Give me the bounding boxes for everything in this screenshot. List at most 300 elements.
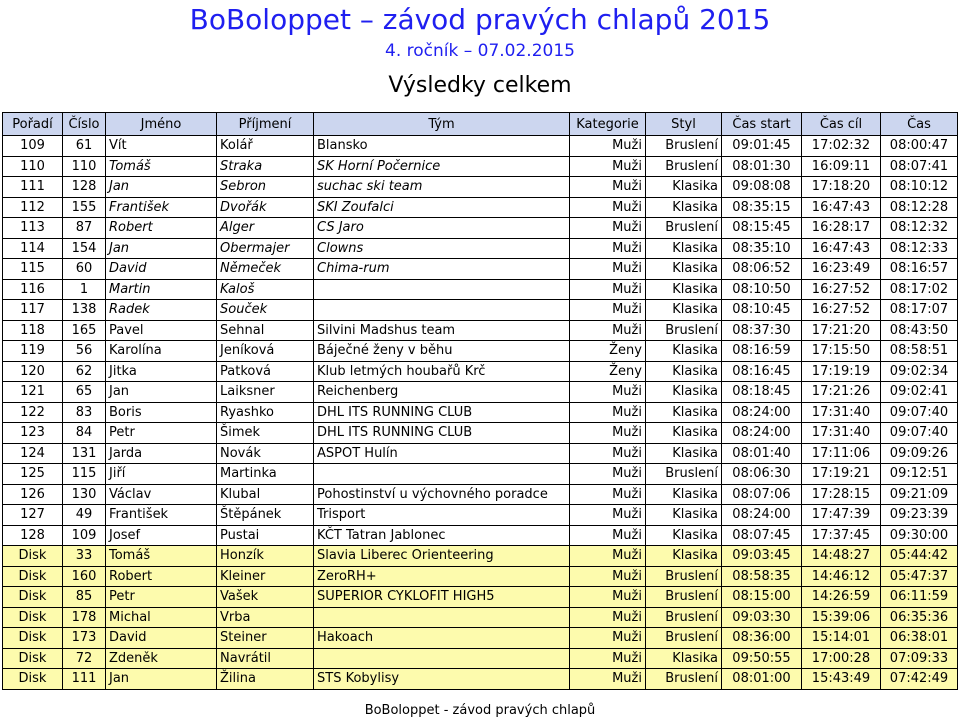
cell-rank: Disk	[3, 628, 63, 649]
cell-rank: 127	[3, 505, 63, 526]
cell-style: Klasika	[646, 177, 722, 198]
cell-total-time: 09:09:26	[881, 443, 958, 464]
cell-style: Bruslení	[646, 156, 722, 177]
cell-total-time: 05:47:37	[881, 566, 958, 587]
cell-total-time: 05:44:42	[881, 546, 958, 567]
cell-first-name: Jan	[106, 382, 217, 403]
cell-first-name: Karolína	[106, 341, 217, 362]
cell-finish-time: 17:31:40	[802, 423, 881, 444]
cell-total-time: 08:12:28	[881, 197, 958, 218]
cell-style: Klasika	[646, 341, 722, 362]
cell-finish-time: 16:23:49	[802, 259, 881, 280]
column-header-start-time: Čas start	[722, 113, 802, 136]
cell-total-time: 09:12:51	[881, 464, 958, 485]
table-row	[3, 279, 958, 300]
cell-category: Muži	[570, 525, 646, 546]
cell-total-time: 09:07:40	[881, 423, 958, 444]
results-body	[3, 136, 958, 690]
cell-first-name: Tomáš	[106, 156, 217, 177]
cell-team: KČT Tatran Jablonec	[314, 525, 570, 546]
column-header-category: Kategorie	[570, 113, 646, 136]
cell-surname: Straka	[217, 156, 314, 177]
cell-surname: Pustai	[217, 525, 314, 546]
cell-style: Bruslení	[646, 464, 722, 485]
cell-rank: 109	[3, 136, 63, 157]
cell-first-name: Jan	[106, 238, 217, 259]
cell-rank: 125	[3, 464, 63, 485]
cell-style: Bruslení	[646, 669, 722, 690]
cell-team: Reichenberg	[314, 382, 570, 403]
cell-first-name: Josef	[106, 525, 217, 546]
cell-category: Muži	[570, 648, 646, 669]
cell-start-time: 08:01:00	[722, 669, 802, 690]
cell-start-time: 08:16:59	[722, 341, 802, 362]
cell-finish-time: 17:21:20	[802, 320, 881, 341]
table-row	[3, 423, 958, 444]
cell-start-time: 08:24:00	[722, 423, 802, 444]
cell-surname: Šimek	[217, 423, 314, 444]
cell-start-time: 08:01:40	[722, 443, 802, 464]
cell-number: 72	[63, 648, 106, 669]
cell-finish-time: 17:11:06	[802, 443, 881, 464]
table-row	[3, 218, 958, 239]
cell-category: Muži	[570, 382, 646, 403]
cell-number: 115	[63, 464, 106, 485]
column-header-number: Číslo	[63, 113, 106, 136]
cell-number: 1	[63, 279, 106, 300]
cell-style: Klasika	[646, 279, 722, 300]
table-row	[3, 464, 958, 485]
cell-start-time: 08:07:45	[722, 525, 802, 546]
cell-team: SK Horní Počernice	[314, 156, 570, 177]
cell-rank: 116	[3, 279, 63, 300]
cell-finish-time: 17:21:26	[802, 382, 881, 403]
cell-rank: Disk	[3, 587, 63, 608]
cell-start-time: 09:08:08	[722, 177, 802, 198]
cell-team: Slavia Liberec Orienteering	[314, 546, 570, 567]
column-header-team: Tým	[314, 113, 570, 136]
cell-style: Klasika	[646, 238, 722, 259]
column-header-style: Styl	[646, 113, 722, 136]
cell-start-time: 08:10:50	[722, 279, 802, 300]
cell-style: Bruslení	[646, 136, 722, 157]
table-row	[3, 566, 958, 587]
cell-surname: Kaloš	[217, 279, 314, 300]
cell-first-name: Boris	[106, 402, 217, 423]
cell-first-name: Václav	[106, 484, 217, 505]
cell-finish-time: 17:31:40	[802, 402, 881, 423]
cell-surname: Obermajer	[217, 238, 314, 259]
cell-rank: 124	[3, 443, 63, 464]
cell-surname: Dvořák	[217, 197, 314, 218]
column-header-total-time: Čas	[881, 113, 958, 136]
cell-style: Klasika	[646, 423, 722, 444]
cell-number: 83	[63, 402, 106, 423]
cell-team: Pohostinství u výchovného poradce	[314, 484, 570, 505]
cell-finish-time: 17:37:45	[802, 525, 881, 546]
cell-surname: Souček	[217, 300, 314, 321]
cell-finish-time: 17:19:21	[802, 464, 881, 485]
cell-team: suchac ski team	[314, 177, 570, 198]
cell-number: 165	[63, 320, 106, 341]
cell-team: Klub letmých houbařů Krč	[314, 361, 570, 382]
cell-number: 130	[63, 484, 106, 505]
cell-first-name: František	[106, 505, 217, 526]
cell-surname: Steiner	[217, 628, 314, 649]
cell-start-time: 08:16:45	[722, 361, 802, 382]
column-header-surname: Příjmení	[217, 113, 314, 136]
cell-first-name: David	[106, 259, 217, 280]
cell-first-name: Vít	[106, 136, 217, 157]
cell-rank: 111	[3, 177, 63, 198]
cell-finish-time: 16:47:43	[802, 238, 881, 259]
page-title: BoBoloppet – závod pravých chlapů 2015	[189, 3, 771, 36]
cell-surname: Novák	[217, 443, 314, 464]
cell-number: 111	[63, 669, 106, 690]
cell-total-time: 09:30:00	[881, 525, 958, 546]
cell-category: Muži	[570, 628, 646, 649]
cell-surname: Kleiner	[217, 566, 314, 587]
cell-start-time: 08:15:00	[722, 587, 802, 608]
column-header-first-name: Jméno	[106, 113, 217, 136]
cell-category: Muži	[570, 177, 646, 198]
cell-total-time: 06:35:36	[881, 607, 958, 628]
cell-first-name: Petr	[106, 587, 217, 608]
cell-start-time: 09:01:45	[722, 136, 802, 157]
cell-style: Klasika	[646, 402, 722, 423]
cell-style: Klasika	[646, 484, 722, 505]
cell-start-time: 08:35:15	[722, 197, 802, 218]
cell-finish-time: 16:47:43	[802, 197, 881, 218]
cell-total-time: 08:12:33	[881, 238, 958, 259]
cell-first-name: Robert	[106, 566, 217, 587]
cell-finish-time: 14:26:59	[802, 587, 881, 608]
cell-number: 33	[63, 546, 106, 567]
cell-total-time: 09:23:39	[881, 505, 958, 526]
cell-total-time: 09:07:40	[881, 402, 958, 423]
column-header-finish-time: Čas cíl	[802, 113, 881, 136]
table-row	[3, 156, 958, 177]
cell-total-time: 08:07:41	[881, 156, 958, 177]
cell-category: Muži	[570, 423, 646, 444]
cell-category: Muži	[570, 259, 646, 280]
cell-total-time: 08:12:32	[881, 218, 958, 239]
cell-finish-time: 17:18:20	[802, 177, 881, 198]
cell-category: Muži	[570, 464, 646, 485]
cell-style: Klasika	[646, 443, 722, 464]
cell-first-name: Zdeněk	[106, 648, 217, 669]
cell-finish-time: 14:46:12	[802, 566, 881, 587]
table-row	[3, 648, 958, 669]
cell-finish-time: 17:19:19	[802, 361, 881, 382]
cell-rank: 126	[3, 484, 63, 505]
cell-category: Muži	[570, 443, 646, 464]
cell-total-time: 08:58:51	[881, 341, 958, 362]
cell-rank: 112	[3, 197, 63, 218]
cell-surname: Laiksner	[217, 382, 314, 403]
cell-rank: 115	[3, 259, 63, 280]
cell-total-time: 08:00:47	[881, 136, 958, 157]
cell-rank: 114	[3, 238, 63, 259]
cell-start-time: 08:24:00	[722, 402, 802, 423]
cell-rank: Disk	[3, 669, 63, 690]
table-row	[3, 177, 958, 198]
cell-rank: Disk	[3, 546, 63, 567]
cell-finish-time: 17:02:32	[802, 136, 881, 157]
cell-category: Muži	[570, 279, 646, 300]
cell-surname: Navrátil	[217, 648, 314, 669]
cell-first-name: Petr	[106, 423, 217, 444]
cell-total-time: 08:17:02	[881, 279, 958, 300]
cell-first-name: Jan	[106, 669, 217, 690]
cell-finish-time: 15:14:01	[802, 628, 881, 649]
cell-first-name: Tomáš	[106, 546, 217, 567]
cell-rank: 121	[3, 382, 63, 403]
cell-rank: 118	[3, 320, 63, 341]
cell-start-time: 09:03:30	[722, 607, 802, 628]
cell-rank: Disk	[3, 566, 63, 587]
cell-finish-time: 14:48:27	[802, 546, 881, 567]
cell-number: 87	[63, 218, 106, 239]
table-row	[3, 361, 958, 382]
cell-finish-time: 17:28:15	[802, 484, 881, 505]
cell-surname: Alger	[217, 218, 314, 239]
cell-first-name: Radek	[106, 300, 217, 321]
cell-finish-time: 17:15:50	[802, 341, 881, 362]
cell-style: Klasika	[646, 648, 722, 669]
cell-category: Muži	[570, 197, 646, 218]
cell-category: Muži	[570, 320, 646, 341]
cell-team	[314, 607, 570, 628]
table-row	[3, 484, 958, 505]
table-row	[3, 628, 958, 649]
cell-rank: 122	[3, 402, 63, 423]
cell-number: 85	[63, 587, 106, 608]
table-row	[3, 546, 958, 567]
cell-team: Trisport	[314, 505, 570, 526]
cell-finish-time: 16:27:52	[802, 279, 881, 300]
cell-rank: 123	[3, 423, 63, 444]
cell-number: 128	[63, 177, 106, 198]
cell-finish-time: 16:09:11	[802, 156, 881, 177]
cell-team: Hakoach	[314, 628, 570, 649]
cell-rank: Disk	[3, 648, 63, 669]
cell-start-time: 08:01:30	[722, 156, 802, 177]
cell-start-time: 08:24:00	[722, 505, 802, 526]
cell-first-name: Michal	[106, 607, 217, 628]
cell-style: Klasika	[646, 382, 722, 403]
cell-category: Ženy	[570, 361, 646, 382]
cell-start-time: 08:58:35	[722, 566, 802, 587]
cell-surname: Martinka	[217, 464, 314, 485]
cell-style: Klasika	[646, 525, 722, 546]
cell-category: Muži	[570, 587, 646, 608]
cell-finish-time: 15:43:49	[802, 669, 881, 690]
cell-number: 160	[63, 566, 106, 587]
table-row	[3, 525, 958, 546]
cell-style: Bruslení	[646, 218, 722, 239]
cell-first-name: Pavel	[106, 320, 217, 341]
cell-finish-time: 17:47:39	[802, 505, 881, 526]
cell-team	[314, 279, 570, 300]
cell-category: Muži	[570, 484, 646, 505]
cell-surname: Vašek	[217, 587, 314, 608]
cell-total-time: 09:02:41	[881, 382, 958, 403]
cell-total-time: 08:17:07	[881, 300, 958, 321]
cell-team: ASPOT Hulín	[314, 443, 570, 464]
cell-category: Muži	[570, 136, 646, 157]
cell-category: Muži	[570, 546, 646, 567]
cell-team: Báječné ženy v běhu	[314, 341, 570, 362]
cell-style: Bruslení	[646, 320, 722, 341]
event-subtitle: 4. ročník – 07.02.2015	[385, 41, 575, 61]
cell-rank: 117	[3, 300, 63, 321]
cell-surname: Sebron	[217, 177, 314, 198]
table-row	[3, 341, 958, 362]
table-row	[3, 505, 958, 526]
table-row	[3, 443, 958, 464]
cell-number: 109	[63, 525, 106, 546]
cell-category: Muži	[570, 218, 646, 239]
cell-team: SUPERIOR CYKLOFIT HIGH5	[314, 587, 570, 608]
cell-rank: 113	[3, 218, 63, 239]
column-header-rank: Pořadí	[3, 113, 63, 136]
cell-category: Muži	[570, 607, 646, 628]
cell-number: 110	[63, 156, 106, 177]
cell-total-time: 08:43:50	[881, 320, 958, 341]
cell-surname: Jeníková	[217, 341, 314, 362]
cell-number: 131	[63, 443, 106, 464]
cell-style: Klasika	[646, 546, 722, 567]
cell-number: 178	[63, 607, 106, 628]
cell-rank: 128	[3, 525, 63, 546]
cell-total-time: 08:10:12	[881, 177, 958, 198]
cell-number: 155	[63, 197, 106, 218]
table-row	[3, 197, 958, 218]
table-header-row	[3, 113, 958, 136]
cell-rank: Disk	[3, 607, 63, 628]
cell-team	[314, 300, 570, 321]
cell-number: 61	[63, 136, 106, 157]
cell-start-time: 08:36:00	[722, 628, 802, 649]
cell-team: DHL ITS RUNNING CLUB	[314, 402, 570, 423]
cell-finish-time: 15:39:06	[802, 607, 881, 628]
cell-style: Bruslení	[646, 607, 722, 628]
cell-first-name: Jarda	[106, 443, 217, 464]
cell-number: 60	[63, 259, 106, 280]
cell-team: ZeroRH+	[314, 566, 570, 587]
results-table	[2, 112, 958, 690]
cell-surname: Sehnal	[217, 320, 314, 341]
cell-style: Klasika	[646, 361, 722, 382]
cell-rank: 110	[3, 156, 63, 177]
cell-start-time: 08:18:45	[722, 382, 802, 403]
cell-total-time: 09:21:09	[881, 484, 958, 505]
table-row	[3, 607, 958, 628]
cell-start-time: 08:37:30	[722, 320, 802, 341]
cell-style: Bruslení	[646, 628, 722, 649]
cell-total-time: 07:42:49	[881, 669, 958, 690]
cell-total-time: 07:09:33	[881, 648, 958, 669]
cell-category: Muži	[570, 156, 646, 177]
cell-style: Klasika	[646, 505, 722, 526]
cell-number: 49	[63, 505, 106, 526]
cell-total-time: 09:02:34	[881, 361, 958, 382]
table-row	[3, 136, 958, 157]
cell-total-time: 06:11:59	[881, 587, 958, 608]
cell-rank: 120	[3, 361, 63, 382]
cell-surname: Kolář	[217, 136, 314, 157]
cell-surname: Honzík	[217, 546, 314, 567]
cell-surname: Patková	[217, 361, 314, 382]
page-footer: BoBoloppet - závod pravých chlapů	[364, 703, 596, 718]
cell-style: Bruslení	[646, 566, 722, 587]
table-row	[3, 300, 958, 321]
cell-start-time: 08:06:52	[722, 259, 802, 280]
cell-finish-time: 16:28:17	[802, 218, 881, 239]
table-row	[3, 238, 958, 259]
cell-first-name: Jitka	[106, 361, 217, 382]
cell-number: 56	[63, 341, 106, 362]
table-row	[3, 259, 958, 280]
cell-surname: Štěpánek	[217, 505, 314, 526]
cell-team: Clowns	[314, 238, 570, 259]
cell-style: Klasika	[646, 197, 722, 218]
table-row	[3, 402, 958, 423]
cell-team: STS Kobylisy	[314, 669, 570, 690]
cell-team: SKI Zoufalci	[314, 197, 570, 218]
cell-team: Blansko	[314, 136, 570, 157]
cell-category: Muži	[570, 505, 646, 526]
cell-number: 62	[63, 361, 106, 382]
cell-style: Bruslení	[646, 587, 722, 608]
cell-number: 65	[63, 382, 106, 403]
cell-start-time: 08:06:30	[722, 464, 802, 485]
cell-surname: Žilina	[217, 669, 314, 690]
cell-first-name: Jan	[106, 177, 217, 198]
cell-total-time: 08:16:57	[881, 259, 958, 280]
table-row	[3, 587, 958, 608]
table-row	[3, 320, 958, 341]
cell-number: 173	[63, 628, 106, 649]
cell-team: DHL ITS RUNNING CLUB	[314, 423, 570, 444]
cell-category: Muži	[570, 402, 646, 423]
cell-team: Chima-rum	[314, 259, 570, 280]
cell-rank: 119	[3, 341, 63, 362]
cell-surname: Vrba	[217, 607, 314, 628]
cell-category: Muži	[570, 238, 646, 259]
cell-category: Muži	[570, 566, 646, 587]
cell-start-time: 09:50:55	[722, 648, 802, 669]
cell-start-time: 08:15:45	[722, 218, 802, 239]
cell-category: Muži	[570, 669, 646, 690]
cell-first-name: František	[106, 197, 217, 218]
cell-number: 138	[63, 300, 106, 321]
results-heading: Výsledky celkem	[388, 73, 572, 98]
cell-start-time: 08:07:06	[722, 484, 802, 505]
cell-team	[314, 464, 570, 485]
cell-number: 84	[63, 423, 106, 444]
cell-team: CS Jaro	[314, 218, 570, 239]
table-row	[3, 382, 958, 403]
cell-first-name: Robert	[106, 218, 217, 239]
cell-first-name: David	[106, 628, 217, 649]
cell-category: Ženy	[570, 341, 646, 362]
cell-start-time: 08:35:10	[722, 238, 802, 259]
cell-surname: Němeček	[217, 259, 314, 280]
cell-first-name: Martin	[106, 279, 217, 300]
cell-category: Muži	[570, 300, 646, 321]
